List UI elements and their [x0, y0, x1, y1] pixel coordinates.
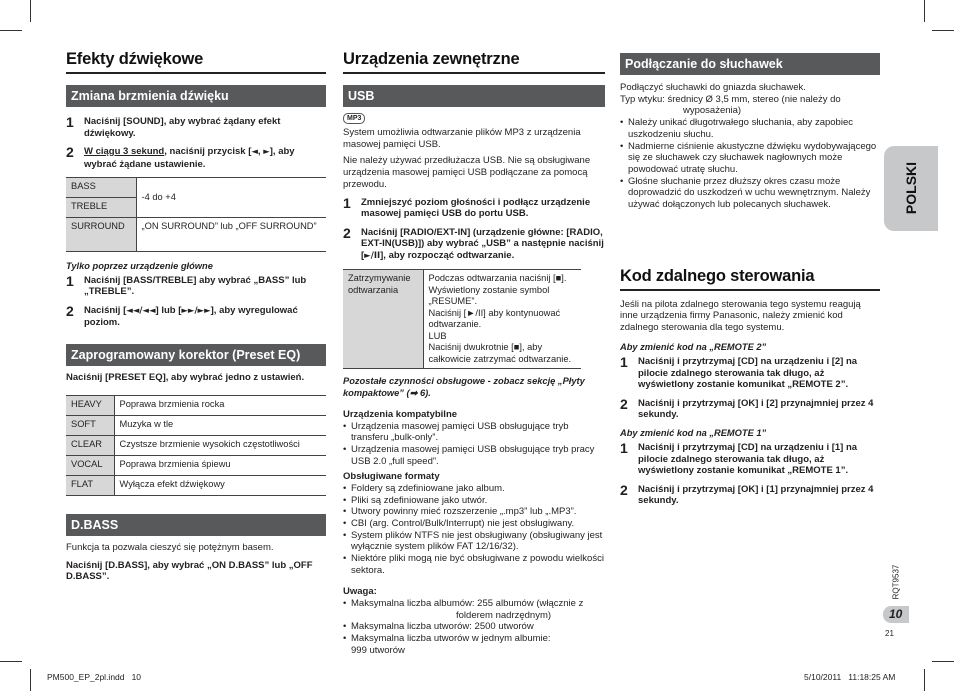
step — [66, 146, 326, 170]
step-text: Naciśnij [◄◄/◄◄] lub [►►/►►], aby wyregulować poziom. — [84, 304, 298, 328]
table-row — [343, 270, 581, 369]
title-rule — [343, 72, 605, 74]
mp3-badge: MP3 — [343, 113, 365, 124]
section-title-external-devices: Urządzenia zewnętrzne — [343, 50, 520, 68]
table-key: HEAVY — [66, 396, 114, 416]
step-text: Zmniejszyć poziom głośności i podłącz urządzenie masowej pamięci USB do portu USB. — [361, 196, 591, 220]
table-row — [66, 416, 326, 436]
step — [66, 116, 326, 139]
section-title-sound-effects: Efekty dźwiękowe — [66, 50, 204, 68]
compatible-devices-title: Urządzenia kompatybilne — [343, 409, 458, 421]
footer-date: 5/10/2011 11:18:25 AM — [804, 672, 896, 682]
table-value: Wyłącza efekt dźwiękowy — [114, 476, 326, 496]
remote-intro: Jeśli na pilota zdalnego sterowania tego systemu reagują inne urządzenia firmy Panasonic, należy zmienić kod zdalnego sterowania dla tego systemu. — [620, 298, 861, 334]
title-rule — [620, 289, 880, 291]
subheader-headphones: Podłączanie do słuchawek — [620, 53, 880, 75]
table-value: Czystsze brzmienie wysokich częstotliwości — [114, 436, 326, 456]
table-key: FLAT — [66, 476, 114, 496]
list-item: • Należy unikać długotrwałego słuchania, aby zapobiec uszkodzeniu słuchu. — [620, 117, 880, 140]
table-value: „ON SURROUND” lub „OFF SURROUND” — [136, 218, 326, 252]
page-number: 10 — [889, 607, 903, 621]
crop-mark — [0, 30, 22, 31]
list-item: • CBI (arg. Control/Bulk/Interrupt) nie jest obsługiwany. — [343, 518, 605, 530]
fast-forward-icon: ►►/►► — [181, 305, 211, 316]
subheader-preset-eq: Zaprogramowany korektor (Preset EQ) — [66, 344, 326, 366]
step — [620, 356, 880, 391]
step — [620, 481, 880, 507]
usb-intro: System umożliwia odtwarzanie plików MP3 z urządzenia masowej pamięci USB. — [343, 127, 581, 150]
subheader-dbass: D.BASS — [66, 514, 326, 536]
crop-mark — [0, 661, 22, 662]
list-item: • System plików NTFS nie jest obsługiwany (obsługiwany jest wyłącznie system plików FAT 12/16/32). — [343, 530, 605, 553]
step-text: Naciśnij i przytrzymaj [CD] na urządzeniu i [2] na pilocie zdalnego sterowania tak długo, aż wyświetlony zostanie komunikat „REMOTE 2”. — [638, 356, 858, 391]
table-line: Naciśnij [►/II] aby kontynuować odtwarzanie. — [428, 307, 561, 330]
table-key: TREBLE — [66, 198, 136, 218]
crop-mark — [30, 669, 31, 691]
step-number: 1 — [66, 272, 74, 289]
crop-mark — [30, 0, 31, 22]
remote2-title: Aby zmienić kod na „REMOTE 2” — [620, 341, 767, 352]
remote1-title: Aby zmienić kod na „REMOTE 1” — [620, 427, 767, 438]
table-key: SURROUND — [66, 218, 136, 252]
step-number: 2 — [620, 481, 628, 498]
list-item: • Nadmierne ciśnienie akustyczne dźwięku wydobywającego się ze słuchawek czy słuchawek nagłownych może powodować utratę słuchu. — [620, 141, 880, 176]
table-line: Naciśnij dwukrotnie [■], aby całkowicie zatrzymać odtwarzanie. — [428, 342, 572, 364]
footer-file: PM500_EP_2pl.indd 10 — [47, 672, 142, 682]
crop-mark — [924, 669, 925, 691]
usb-stop-table — [343, 269, 581, 369]
step-text: W ciągu 3 sekund, naciśnij przycisk [◄, ►], aby wybrać żądane ustawienie. — [84, 146, 295, 170]
language-tab-label: POLSKI — [903, 161, 919, 215]
step-number: 2 — [66, 144, 74, 160]
compatible-devices-list — [343, 421, 605, 468]
crop-mark — [932, 661, 954, 662]
headphones-line: Podłączyć słuchawki do gniazda słuchawek. — [620, 82, 806, 93]
step-text: Naciśnij i przytrzymaj [OK] i [1] przynajmniej przez 4 sekundy. — [638, 483, 874, 507]
step-text: Naciśnij [SOUND], aby wybrać żądany efekt dźwiękowy. — [84, 116, 281, 139]
step-number: 2 — [620, 395, 628, 412]
table-value: -4 do +4 — [136, 178, 326, 218]
subheader-usb: USB — [343, 85, 605, 107]
step-number: 1 — [620, 440, 628, 457]
supported-formats-title: Obsługiwane formaty — [343, 471, 440, 483]
page-number-badge — [883, 606, 909, 623]
table-row — [66, 456, 326, 476]
table-row — [66, 178, 326, 198]
sub-page-number: 21 — [885, 629, 894, 638]
notes-title: Uwaga: — [343, 586, 377, 598]
column-sound-effects — [66, 50, 326, 583]
list-item: • Urządzenia masowej pamięci USB obsługujące tryb transferu „bulk-only”. — [343, 421, 605, 444]
crop-mark — [932, 30, 954, 31]
section-title-remote-code: Kod zdalnego sterowania — [620, 266, 815, 285]
step-number: 2 — [343, 224, 351, 241]
table-key: SOFT — [66, 416, 114, 436]
step — [620, 442, 880, 477]
document-code: RQT9537 — [891, 564, 901, 600]
main-unit-note: Tylko poprzez urządzenie główne — [66, 261, 213, 271]
usb-warning: Nie należy używać przedłużacza USB. Nie są obsługiwane urządzenia masowej pamięci USB podłączane za pomocą przewodu. — [343, 155, 591, 190]
table-row — [66, 436, 326, 456]
table-key: BASS — [66, 178, 136, 198]
table-row — [66, 476, 326, 496]
step — [66, 272, 326, 298]
table-row — [66, 396, 326, 416]
step — [66, 302, 326, 329]
table-key: Zatrzymywanie odtwarzania — [343, 270, 423, 369]
preset-eq-instruction: Naciśnij [PRESET EQ], aby wybrać jedno z ustawień. — [66, 371, 305, 383]
table-line: LUB — [428, 330, 447, 341]
title-rule — [66, 72, 326, 74]
plug-type: Typ wtyku: średnicy Ø 3,5 mm, stereo (nie należy do — [620, 93, 841, 105]
dbass-description: Funkcja ta pozwala cieszyć się potężnym basem. — [66, 542, 274, 553]
rewind-icon: ◄◄/◄◄ — [126, 305, 156, 316]
step — [343, 224, 605, 263]
list-item: • Urządzenia masowej pamięci USB obsługujące tryb pracy USB 2.0 „full speed”. — [343, 444, 605, 467]
table-value: Poprawa brzmienia śpiewu — [114, 456, 326, 476]
column-headphones-remote — [620, 53, 880, 514]
table-key: VOCAL — [66, 456, 114, 476]
step-text: Naciśnij [RADIO/EXT-IN] (urządzenie główne: [RADIO, EXT-IN(USB)]) aby wybrać „USB” a następnie naciśnij [►/II], aby rozpocząć odtwarzanie. — [361, 226, 604, 261]
language-tab — [884, 146, 938, 231]
play-pause-icon: ►/II — [364, 250, 381, 261]
table-key: CLEAR — [66, 436, 114, 456]
dbass-instruction: Naciśnij [D.BASS], aby wybrać „ON D.BASS” lub „OFF D.BASS”. — [66, 559, 313, 583]
table-value: Poprawa brzmienia rocka — [114, 396, 326, 416]
notes-list — [343, 598, 605, 657]
preset-eq-table — [66, 395, 326, 496]
step — [343, 194, 605, 220]
supported-formats-list — [343, 483, 605, 577]
other-operations-note: Pozostałe czynności obsługowe - zobacz sekcję „Płyty kompaktowe” (➡ 6). — [343, 376, 585, 398]
list-item: • Foldery są zdefiniowane jako album. — [343, 483, 605, 495]
step-number: 1 — [343, 194, 351, 211]
sound-settings-table — [66, 177, 326, 252]
step-number: 1 — [66, 114, 74, 130]
step-text: Naciśnij i przytrzymaj [OK] i [2] przynajmniej przez 4 sekundy. — [638, 397, 874, 421]
step-number: 2 — [66, 302, 74, 319]
table-line: Podczas odtwarzania naciśnij [■]. — [428, 273, 567, 284]
list-item: • Maksymalna liczba utworów: 2500 utworów — [343, 621, 605, 633]
list-item: • Pliki są zdefiniowane jako utwór. — [343, 495, 605, 507]
headphone-warnings — [620, 117, 880, 211]
right-arrow-icon: ► — [263, 147, 270, 157]
step-text: Naciśnij [BASS/TREBLE] aby wybrać „BASS” lub „TREBLE”. — [84, 274, 307, 297]
step — [620, 395, 880, 421]
table-row — [66, 218, 326, 252]
list-item: • Maksymalna liczba albumów: 255 albumów (włącznie z folderem nadrzędnym) — [343, 598, 605, 621]
table-value: Muzyka w tle — [114, 416, 326, 436]
column-external-devices — [343, 50, 605, 656]
table-line: Wyświetlony zostanie symbol „RESUME”. — [428, 284, 550, 307]
list-item: • Maksymalna liczba utworów w jednym albumie: 999 utworów — [343, 633, 605, 656]
subheader-sound-change: Zmiana brzmienia dźwięku — [66, 85, 326, 107]
left-arrow-icon: ◄ — [251, 147, 258, 157]
plug-type-cont: wyposażenia) — [683, 105, 742, 117]
crop-mark — [924, 0, 925, 22]
list-item: • Niektóre pliki mogą nie być obsługiwane z powodu wielkości sektora. — [343, 553, 605, 576]
table-value — [423, 270, 581, 369]
step-number: 1 — [620, 354, 628, 371]
step-text: Naciśnij i przytrzymaj [CD] na urządzeniu i [1] na pilocie zdalnego sterowania tak długo, aż wyświetlony zostanie komunikat „REMOTE 1”. — [638, 442, 858, 477]
list-item: • Utwory powinny mieć rozszerzenie „.mp3” lub „.MP3”. — [343, 506, 605, 518]
list-item: • Głośne słuchanie przez dłuższy okres czasu może doprowadzić do uszkodzeń w uchu wewnętrznym. Należy używać dołączonych lub polecanych słuchawek. — [620, 176, 880, 211]
